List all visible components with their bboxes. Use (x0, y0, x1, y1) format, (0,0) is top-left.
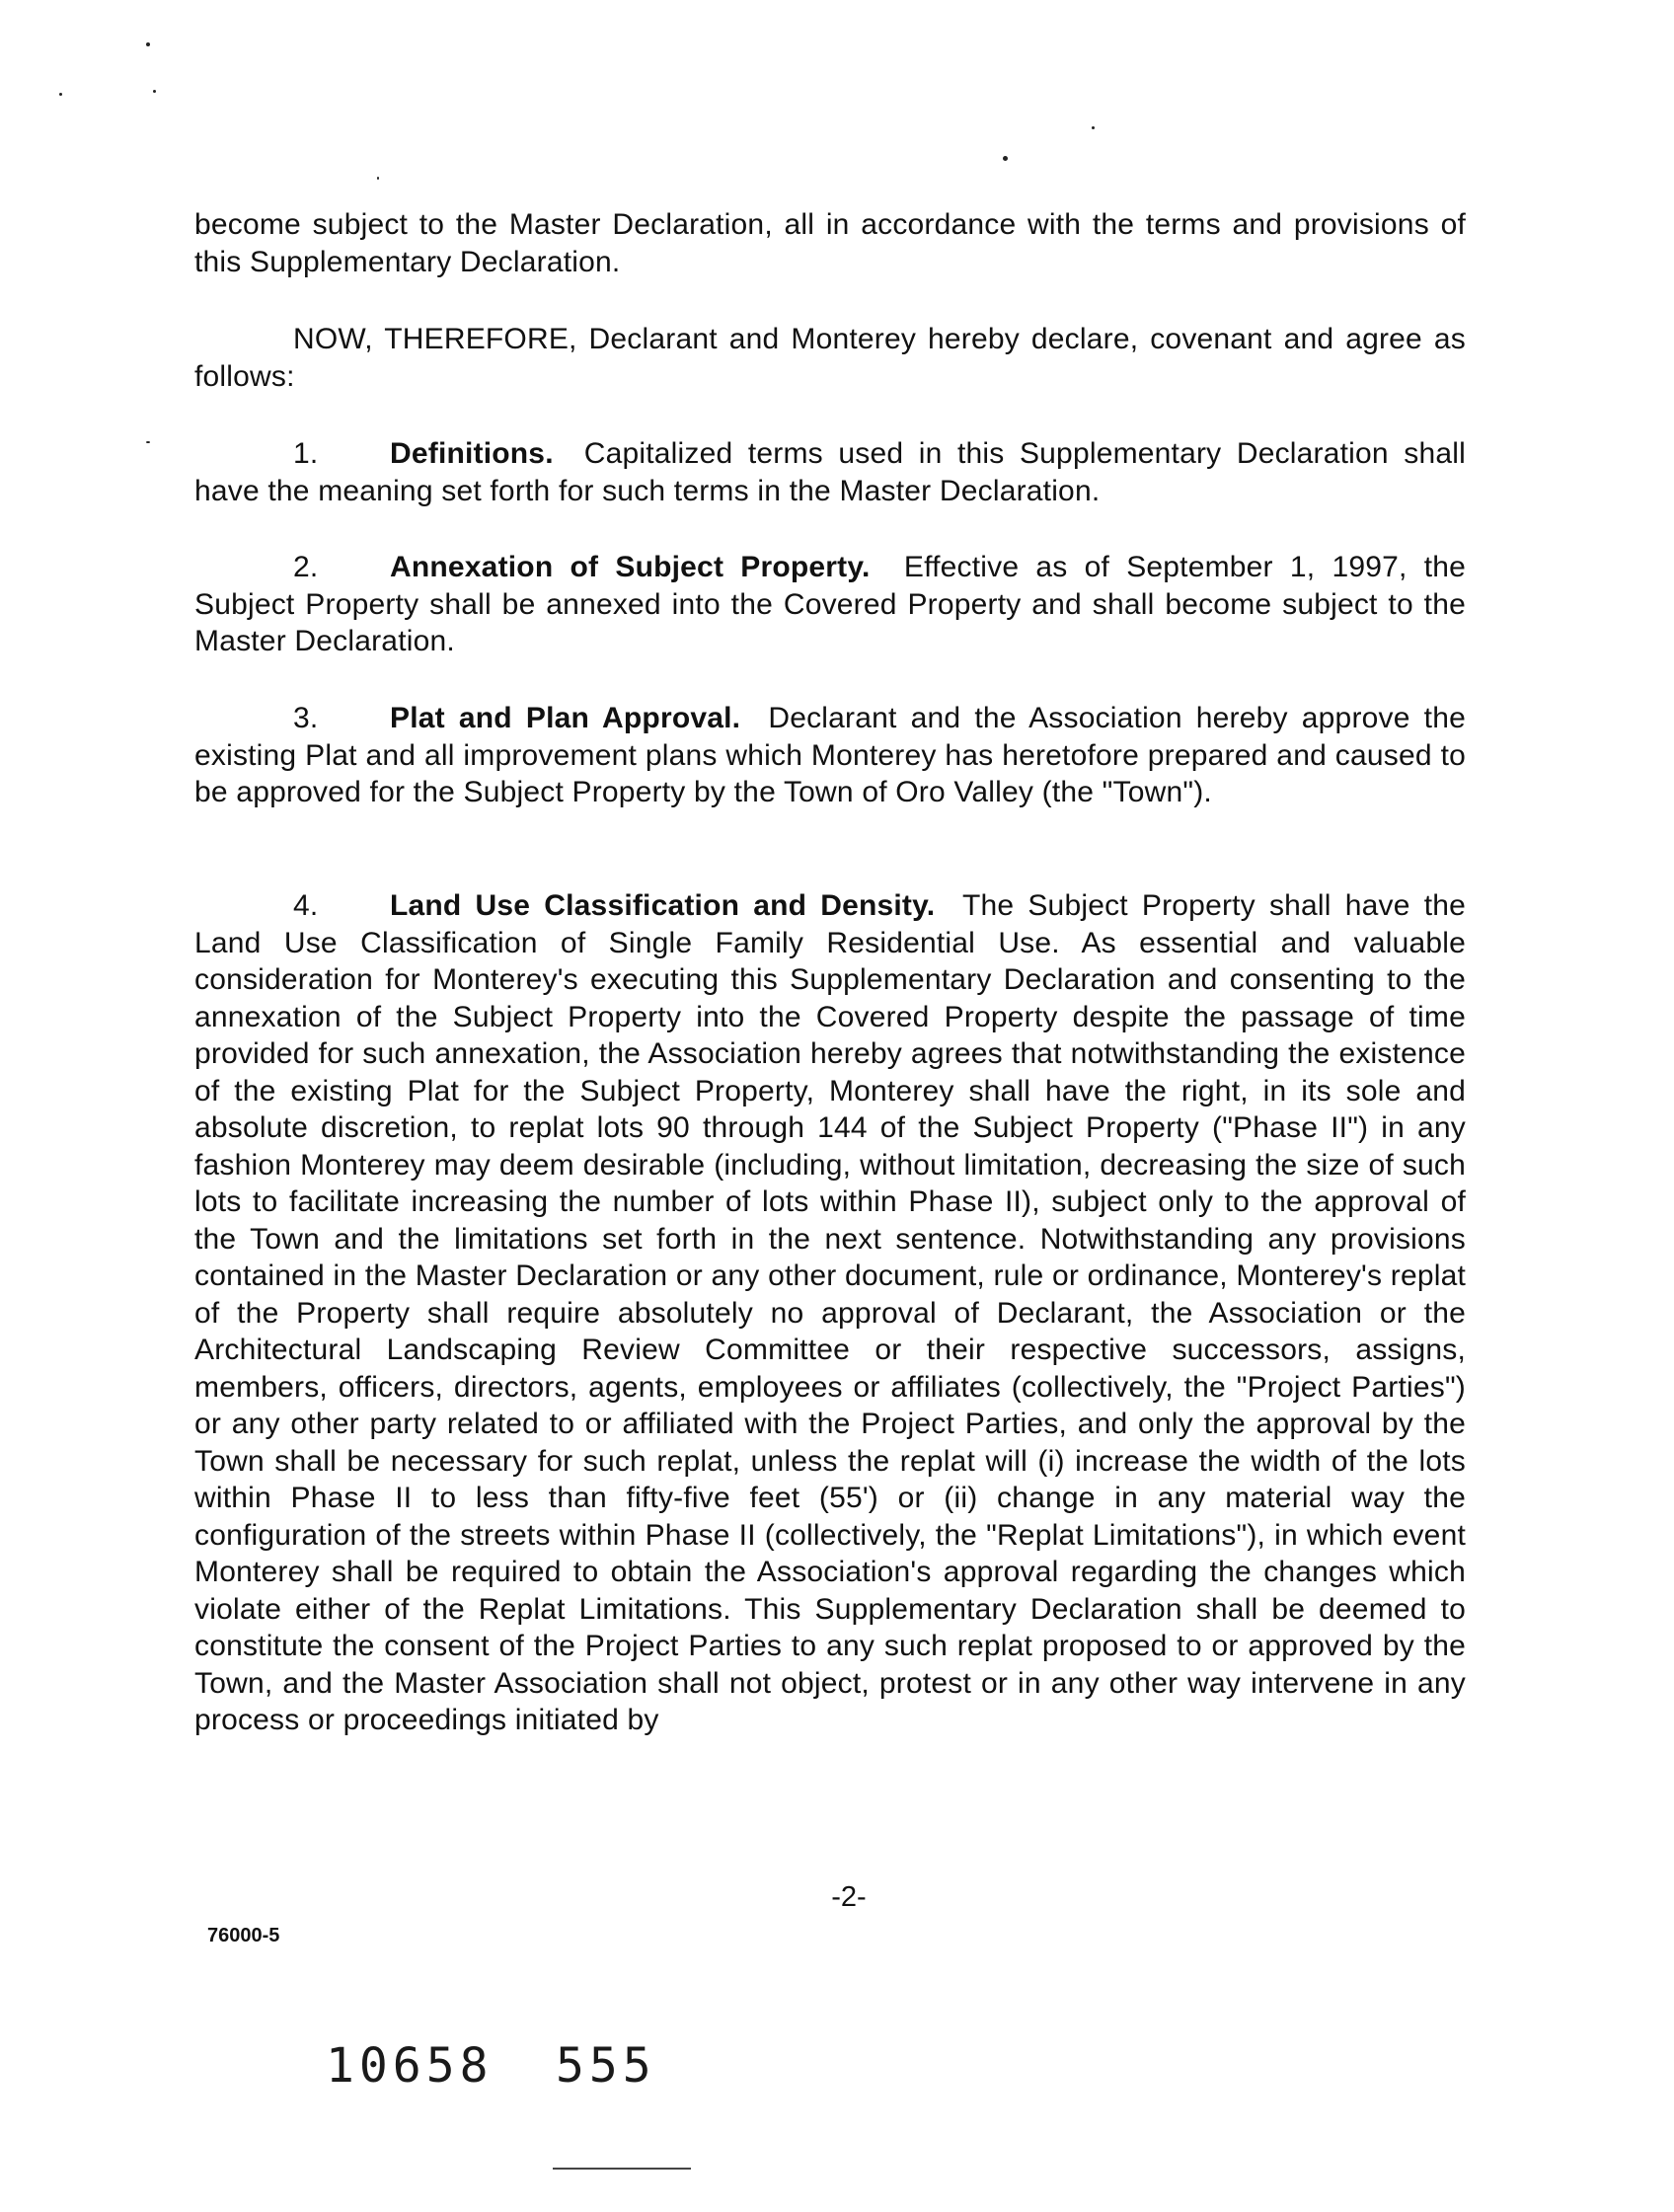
section-number: 1. (293, 437, 319, 470)
scan-speck (377, 177, 379, 180)
section-body: Declarant and the Association hereby approve the existing Plat and all improvement plans which Monterey has heretofore prepared and caused to be approved for the Subject Property by the Town of Oro Valley (the "Town"). (194, 702, 1466, 808)
section-heading: Definitions. (390, 437, 554, 470)
section-2 (194, 549, 1466, 660)
now-therefore-paragraph: NOW, THEREFORE, Declarant and Monterey hereby declare, covenant and agree as follows: (194, 323, 1466, 393)
scan-speck (153, 90, 156, 93)
scan-speck (146, 42, 150, 46)
section-number: 4. (293, 889, 319, 922)
section-heading: Plat and Plan Approval. (390, 702, 741, 734)
section-body: Effective as of September 1, 1997, the Subject Property shall be annexed into the Covered Property and shall become subject to the Master Declaration. (194, 551, 1467, 657)
recording-page-number: 555 (556, 2038, 656, 2094)
section-heading: Land Use Classification and Density. (390, 889, 936, 922)
section-4 (194, 887, 1466, 1739)
scan-speck (59, 93, 62, 96)
section-number: 3. (293, 702, 319, 734)
document-code: 76000-5 (207, 1925, 280, 1946)
section-number: 2. (293, 551, 319, 583)
page-number: -2- (831, 1881, 867, 1913)
section-3 (194, 700, 1466, 811)
section-heading: Annexation of Subject Property. (390, 551, 871, 583)
scan-artifact-line (553, 2168, 691, 2170)
scan-speck (1092, 126, 1095, 129)
scan-speck (146, 441, 150, 443)
recording-book-number: 10658 (326, 2038, 494, 2094)
section-1 (194, 435, 1466, 509)
section-body: The Subject Property shall have the Land Use Classification of Single Family Residential Use. As essential and valuable consideration for Monterey's executing this Supplementary Declaration and consenting to the annexation of the Subject Property into the Covered Property despite the passage of time provided for such annexation, the Association hereby agrees that notwithstanding the existence of the existing Plat for the Subject Property, Monterey shall have the right, in its sole and absolute discretion, to replat lots 90 through 144 of the Subject Property ("Phase II") in any fashion Monterey may deem desirable (including, without limitation, decreasing the size of such lots to facilitate increasing the number of lots within Phase II), subject only to the approval of the Town and the limitations set forth in the next sentence. Notwithstanding any provisions contained in the Master Declaration or any other document, rule or ordinance, Monterey's replat of the Property shall require absolutely no approval of Declarant, the Association or the Architectural Landscaping Review Committee or their respective successors, assigns, members, officers, directors, agents, employees or affiliates (collectively, the "Project Parties") or any other party related to or affiliated with the Project Parties, and only the approval by the Town shall be necessary for such replat, unless the replat will (i) increase the width of the lots within Phase II to less than fifty-five feet (55') or (ii) change in any material way the configuration of the streets within Phase II (collectively, the "Replat Limitations"), in which event Monterey shall be required to obtain the Association's approval regarding the changes which violate either of the Replat Limitations. This Supplementary Declaration shall be deemed to constitute the consent of the Project Parties to any such replat proposed to or approved by the Town, and the Master Association shall not object, protest or in any other way intervene in any process or proceedings initiated by (194, 889, 1466, 1736)
intro-paragraph: become subject to the Master Declaration, all in accordance with the terms and provisions of this Supplementary Declaration. (194, 208, 1466, 278)
section-body: Capitalized terms used in this Supplementary Declaration shall have the meaning set forth for such terms in the Master Declaration. (194, 437, 1466, 507)
scan-speck (1003, 156, 1008, 161)
